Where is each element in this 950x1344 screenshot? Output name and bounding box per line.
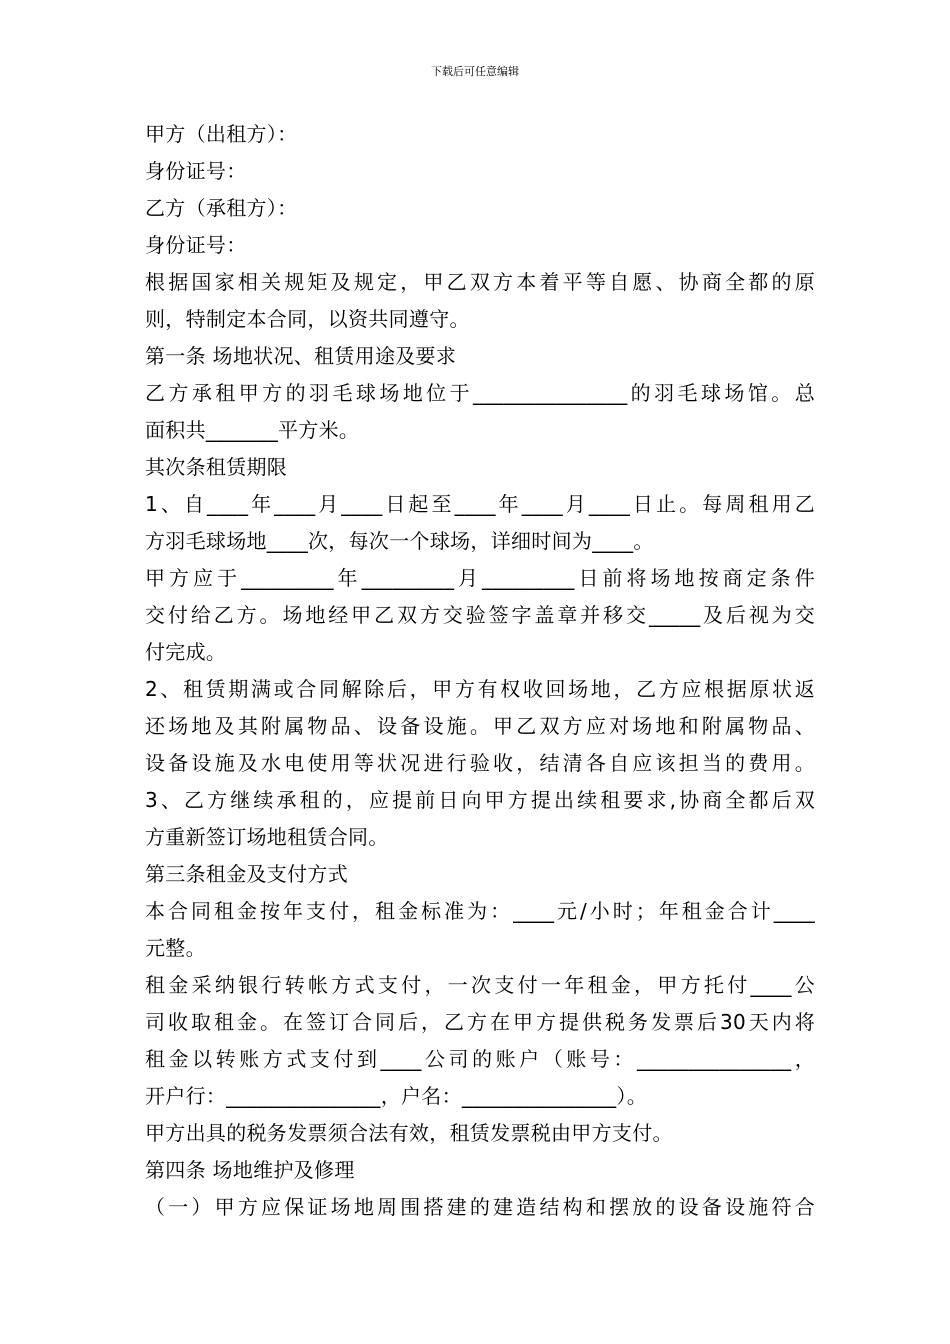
contract-line: 1、自____年____月____日起至____年____月____日止。每周租用乙 [145,492,815,516]
contract-line: 第三条租金及支付方式 [145,862,348,886]
contract-line: 则，特制定本合同，以资共同遵守。 [145,307,470,331]
contract-line: 司收取租金。在签订合同后，乙方在甲方提供税务发票后30天内将 [145,1010,815,1034]
contract-line: 第一条 场地状况、租赁用途及要求 [145,344,457,368]
contract-line: 方重新签订场地租赁合同。 [145,825,389,849]
contract-line: 其次条租赁期限 [145,455,288,479]
contract-line: 甲方（出租方）： [145,122,298,146]
contract-line: 3、乙方继续承租的，应提前日向甲方提出续租要求,协商全都后双 [145,788,815,812]
contract-line: 第四条 场地维护及修理 [145,1158,355,1182]
contract-line: 根据国家相关规矩及规定，甲乙双方本着平等自愿、协商全都的原 [145,270,815,294]
contract-line: 方羽毛球场地____次，每次一个球场，详细时间为____。 [145,529,654,553]
contract-line: 租金采纳银行转帐方式支付，一次支付一年租金，甲方托付____公 [145,973,815,997]
contract-line: 乙方承租甲方的羽毛球场地位于_______________的羽毛球场馆。总 [145,381,815,405]
contract-line: 乙方（承租方）： [145,196,298,220]
contract-line: 租金以转账方式支付到____公司的账户（账号：_______________， [145,1047,815,1071]
contract-line: 本合同租金按年支付，租金标准为：____元/小时；年租金合计____ [145,899,815,923]
contract-line: （一）甲方应保证场地周围搭建的建造结构和摆放的设备设施符合 [145,1195,815,1219]
contract-line: 交付给乙方。场地经甲乙双方交验签字盖章并移交_____及后视为交 [145,603,815,627]
contract-line: 还场地及其附属物品、设备设施。甲乙双方应对场地和附属物品、 [145,714,815,738]
contract-line: 开户行：_______________，户名：_______________）。 [145,1084,647,1108]
contract-line: 2、租赁期满或合同解除后，甲方有权收回场地，乙方应根据原状返 [145,677,815,701]
contract-line: 付完成。 [145,640,227,664]
contract-line: 元整。 [145,936,206,960]
contract-line: 身份证号： [145,233,247,257]
contract-body [145,116,815,1226]
contract-line: 面积共_______平方米。 [145,418,360,442]
contract-line: 甲方出具的税务发票须合法有效，租赁发票税由甲方支付。 [145,1121,673,1145]
contract-line: 身份证号： [145,159,247,183]
contract-line: 甲方应于_________年_________月_________日前将场地按商定条件 [145,566,815,590]
page-header-note: 下载后可任意编辑 [431,65,519,78]
contract-line: 设备设施及水电使用等状况进行验收，结清各自应该担当的费用。 [145,751,815,775]
